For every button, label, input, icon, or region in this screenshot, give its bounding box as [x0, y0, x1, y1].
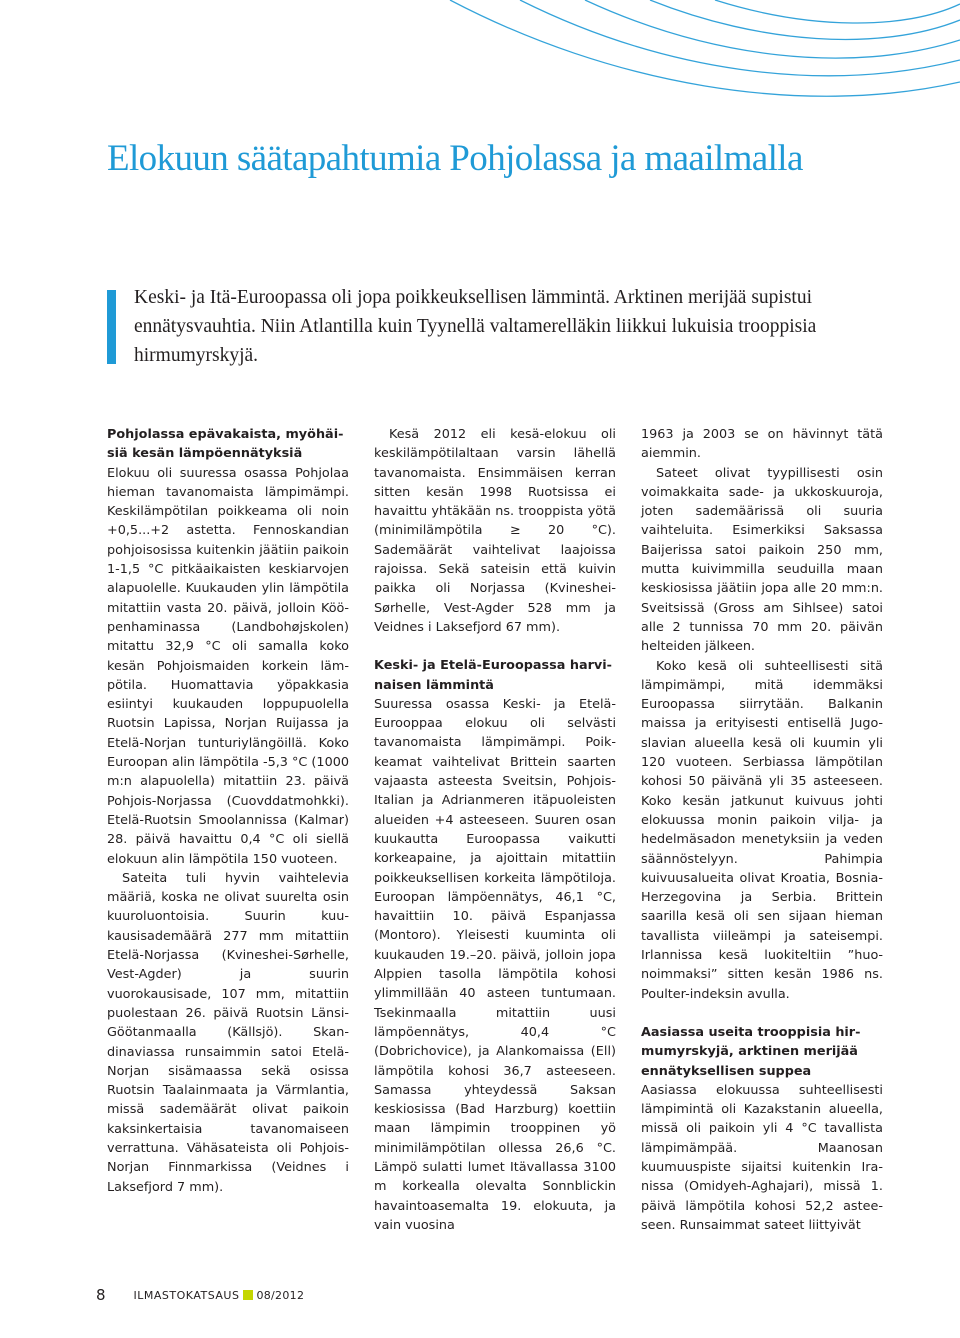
section-heading-europe: Keski- ja Etelä-Euroopassa harvinaisen lämmintä — [374, 658, 612, 693]
publication-name: ILMASTOKATSAUS — [133, 1288, 240, 1302]
decorative-arc-lines — [0, 0, 960, 110]
page-footer — [96, 1284, 304, 1306]
arc-line — [450, 0, 960, 96]
issue-number: 08/2012 — [256, 1288, 305, 1302]
paragraph: Sateet olivat tyypillisesti osin voimakkaita sade- ja ukkoskuuroja, joten sademäärissä oli suuria vaihteluita. Esimerkiksi Saksassa Baijerissa satoi paikoin 250 mm, mutta kuivimmilla seuduilla maan keskiosissa jäätiin jopa alle 20 mm:n. Sveitsissä (Gross am Sihlsee) satoi alle 2 tunnissa 70 mm 20. päivän helteiden jälkeen. — [641, 465, 883, 655]
article-lead: Keski- ja Itä-Euroopassa oli jopa poikkeuksellisen lämmintä. Arktinen merijää supistui ennätysvauhtia. Niin Atlantilla kuin Tyynellä valtamerelläkin liikkui lukuisia trooppisia hirmumyrskyjä. — [134, 287, 817, 366]
section-heading-pohjola: Pohjolassa epävakaista, myöhäisiä kesän lämpöennätyksiä — [107, 427, 344, 462]
paragraph: Aasiassa elokuussa suhteellisesti lämpimintä oli Kazakstanin alueella, missä oli paikoin yli 4 °C tavallista lämpimämpää. Maanosan kuumuuspiste sijaitsi kuitenkin Iranissa (Omidyeh-Aghajari), missä 1. päivä lämpötila kohosi 52,2 asteeseen. Runsaimmat sateet liittyivät — [641, 1082, 883, 1233]
text-column-1 — [107, 425, 349, 1197]
text-column-2 — [374, 425, 616, 1235]
arc-line — [520, 0, 960, 76]
arc-line — [715, 0, 960, 23]
arc-line — [585, 0, 960, 58]
article-title: Elokuun säätapahtumia Pohjolassa ja maailmalla — [107, 138, 803, 179]
paragraph: Suuressa osassa Keski- ja Etelä-Eurooppaa elokuu oli selvästi tavanomaista lämpimämpi. Poikkeamat vaihtelivat Brittein saarten vajaasta asteesta Sveitsin, Pohjois-Italian ja Adrianmeren itäpuoleisten alueiden +4 asteeseen. Suuren osan kuukautta Euroopassa vaikutti korkeapaine, ja ajoittain mitattiin poikkeuksellisen korkeita lämpötiloja. Euroopan lämpöennätys, 46,1 °C, havaittiin 10. päivä Espanjassa (Montoro). Yleisesti kuuminta oli kuukauden 19.–20. päivä, jolloin jopa Alppien tasolla lämpötila kohosi ylimmillään 40 asteen tuntumaan. Tsekinmaalla mitattiin uusi lämpöennätys, 40,4 °C (Dobrichovice), ja Alankomaissa (Ell) lämpötila kohosi 36,7 asteeseen. Samassa yhteydessä Saksan keskiosissa (Bad Harzburg) koettiin maan lämpimin trooppinen yö minimilämpötilan ollessa 26,6 °C. Lämpö sulatti lumet Itävallassa 3100 m korkealla olevalta Sonnblickin havaintoasemalta 19. elokuuta, ja vain vuosina — [374, 696, 616, 1233]
paragraph: Koko kesä oli suhteellisesti sitä lämpimämpi, mitä idemmäksi Euroopassa siirrytään. Balkanin maissa ja erityisesti entisellä Jugoslavian alueella kesä oli kuumin yli 120 vuoteen. Serbiassa lämpötilan kohosi 50 päivänä yli 35 asteeseen. Koko kesän jatkunut kuivuus johti elokuussa monin paikoin vilja- ja hedelmäsadon menetyksiin ja veden säännöstelyyn. Pahimpia kuivuusalueita olivat Kroatia, Bosnia-Herzegovina ja Serbia. Brittein saarilla kesä oli sen sijaan hieman tavallista viileämpi ja sateisempi. Irlannissa kesä luokiteltiin ”huonoimmaksi” sitten kesän 1986 ns. Poulter-indeksin avulla. — [641, 658, 883, 1002]
lead-accent-bar — [107, 290, 116, 364]
section-heading-asia: Aasiassa useita trooppisia hirmumyrskyjä, arktinen merijää ennätyksellisen suppea — [641, 1024, 861, 1079]
paragraph: Kesä 2012 eli kesä-elokuu oli keskilämpötilaltaan varsin lähellä tavanomaista. Ensimmäisen kerran sitten kesän 1998 Ruotsissa ei havaittu yhtäkään ns. trooppista yötä (minimilämpötila ≥ 20 °C). Sademäärät vaihtelivat laajoissa rajoissa. Sekä sateisin että kuivin paikka oli Norjassa (Kvineshei-Sørhelle, Vest-Agder 528 mm ja Veidnes i Laksefjord 67 mm). — [374, 427, 616, 635]
paragraph: 1963 ja 2003 se on hävinnyt tätä aiemmin. — [641, 427, 883, 462]
paragraph: Sateita tuli hyvin vaihtelevia määriä, koska ne olivat suurelta osin kuuroluontoisia. Suurin kuukausisademäärä 277 mm mitattiin Etelä-Norjassa (Kvineshei-Sørhelle, Vest-Agder) ja suurin vuorokausisade, 107 mm, mitattiin puolestaan 26. päivä Ruotsin Länsi-Göötanmaalla (Källsjö). Skandinaviassa runsaimmin satoi Etelä-Norjan sisämaassa sekä osissa Ruotsin Taalainmaata ja Värmlantia, missä sademäärät olivat paikoin kaksinkertaisia tavanomaiseen verrattuna. Vähäsateista oli Pohjois-Norjan Finnmarkissa (Veidnes i Laksefjord 7 mm). — [107, 870, 349, 1195]
footer-square-icon — [243, 1290, 253, 1300]
page-number: 8 — [96, 1286, 106, 1304]
text-column-3 — [641, 425, 883, 1235]
paragraph: Elokuu oli suuressa osassa Pohjolaa hieman tavanomaista lämpimämpi. Keskilämpötilan poikkeama oli noin +0,5...+2 astetta. Fennoskandian pohjoisosissa kuitenkin jäätiin paikoin 1-1,5 °C pitkäaikaisten keskiarvojen alapuolelle. Kuukauden ylin lämpötila mitattiin vasta 20. päivä, jolloin Kööpenhaminassa (Landbohøjskolen) mitattu 32,9 °C oli samalla koko kesän Pohjoismaiden korkein lämpötila. Huomattavia yöpakkasia esiintyi kuukauden loppupuolella Ruotsin Lapissa, Norjan Ruijassa ja Etelä-Norjan tunturiylängöillä. Koko Euroopan alin lämpötila -5,3 °C (1000 m:n alapuolella) mitattiin 23. päivä Pohjois-Norjassa (Cuovddatmohkki). Etelä-Ruotsin Smoolannissa (Kalmar) 28. päivä havaittu 0,4 °C oli siellä elokuun alin lämpötila 150 vuoteen. — [107, 465, 349, 867]
